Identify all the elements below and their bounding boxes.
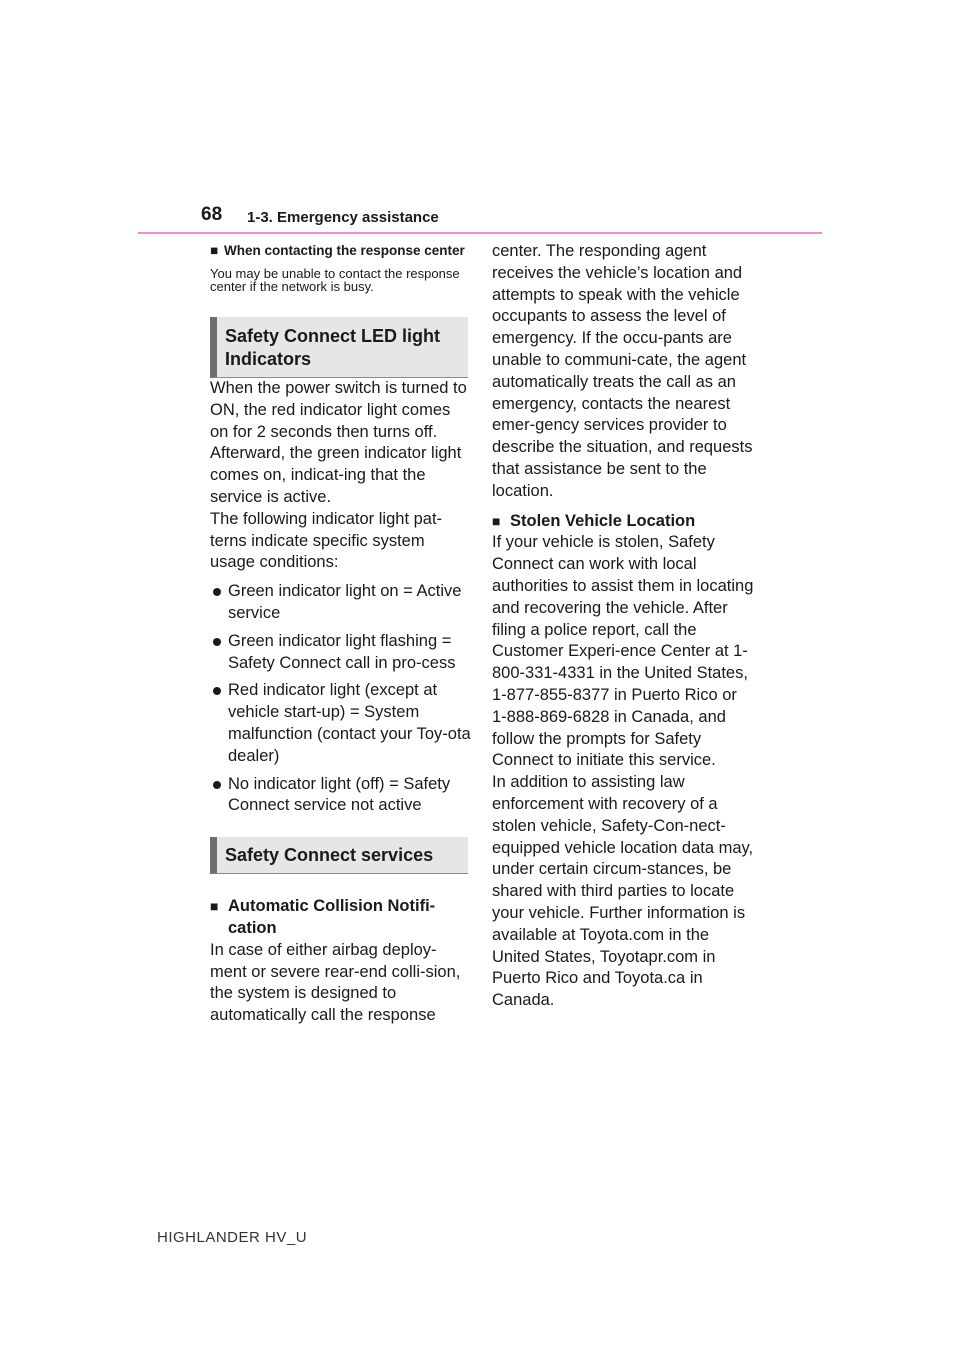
- header-rule: [138, 232, 822, 234]
- list-item: [210, 631, 472, 675]
- list-item: [210, 581, 472, 625]
- bullet-dot-icon: [213, 638, 221, 646]
- bullet-dot-icon: [213, 781, 221, 789]
- paragraph-svl-2: In addition to assisting law enforcement with recovery of a stolen vehicle, Safety-Con-nect-equipped vehicle location data may, under certain circum-stances, be shared with third parties to locate your vehicle. Further information is available at Toyota.com in the United States, Toyotapr.com in Puerto Rico and Toyota.ca in Canada.: [492, 773, 754, 1010]
- note-heading: [210, 243, 472, 259]
- list-item-text: Red indicator light (except at vehicle start-up) = System malfunction (contact your Toy-ota dealer): [228, 681, 471, 765]
- list-item-text: Green indicator light on = Active service: [228, 582, 462, 622]
- note-heading-text: When contacting the response center: [224, 243, 465, 258]
- svl-heading-text: Stolen Vehicle Location: [510, 511, 696, 530]
- indicator-list: [210, 581, 472, 817]
- heading-services: Safety Connect services: [210, 837, 468, 874]
- acn-heading-text: Automatic Collision Notifi-cation: [228, 897, 436, 937]
- right-column: [492, 243, 754, 1012]
- list-item-text: Green indicator light flashing = Safety Connect call in pro-cess: [228, 631, 456, 672]
- svl-heading: [492, 511, 754, 533]
- paragraph-svl-1: If your vehicle is stolen, Safety Connect can work with local authorities to assist them in locating and recovering the vehicle. After filing a police report, call the Customer Experi-ence Center at 1-800-331-4331 in the United States, 1-877-855-8377 in Puerto Rico or 1-888-869-6828 in Canada, and follow the prompts for Safety Connect to initiate this service.: [492, 533, 754, 770]
- footer-model: HIGHLANDER HV_U: [157, 1229, 308, 1246]
- list-item: [210, 680, 472, 767]
- page-number: 68: [201, 204, 223, 225]
- paragraph-power-on: When the power switch is turned to ON, the red indicator light comes on for 2 seconds then turns off. Afterward, the green indicator light comes on, indicat-ing that the service is active.: [210, 379, 467, 506]
- square-bullet-icon: ■: [210, 243, 219, 258]
- note-body: You may be unable to contact the response center if the network is busy.: [210, 266, 460, 294]
- square-bullet-icon: ■: [210, 898, 219, 915]
- list-item-text: No indicator light (off) = Safety Connect service not active: [228, 774, 451, 815]
- bullet-dot-icon: [213, 687, 221, 695]
- bullet-dot-icon: [213, 588, 221, 596]
- paragraph-acn-continued: center. The responding agent receives the vehicle’s location and attempts to speak with the vehicle occupants to assess the level of emergency. If the occu-pants are unable to communi-cate, the agent automatically treats the call as an emergency, contacts the nearest emer-gency services provider to describe the situation, and requests that assistance be sent to the location.: [492, 242, 753, 500]
- heading-led-indicators: Safety Connect LED light Indicators: [210, 317, 468, 378]
- square-bullet-icon: ■: [492, 512, 501, 529]
- acn-heading: [210, 896, 472, 940]
- list-item: [210, 774, 472, 818]
- left-column: [210, 243, 472, 1027]
- paragraph-patterns: The following indicator light pat-terns indicate specific system usage conditions:: [210, 509, 443, 572]
- section-title: 1-3. Emergency assistance: [247, 209, 439, 226]
- paragraph-acn: In case of either airbag deploy-ment or severe rear-end colli-sion, the system is designed to automatically call the response: [210, 940, 461, 1025]
